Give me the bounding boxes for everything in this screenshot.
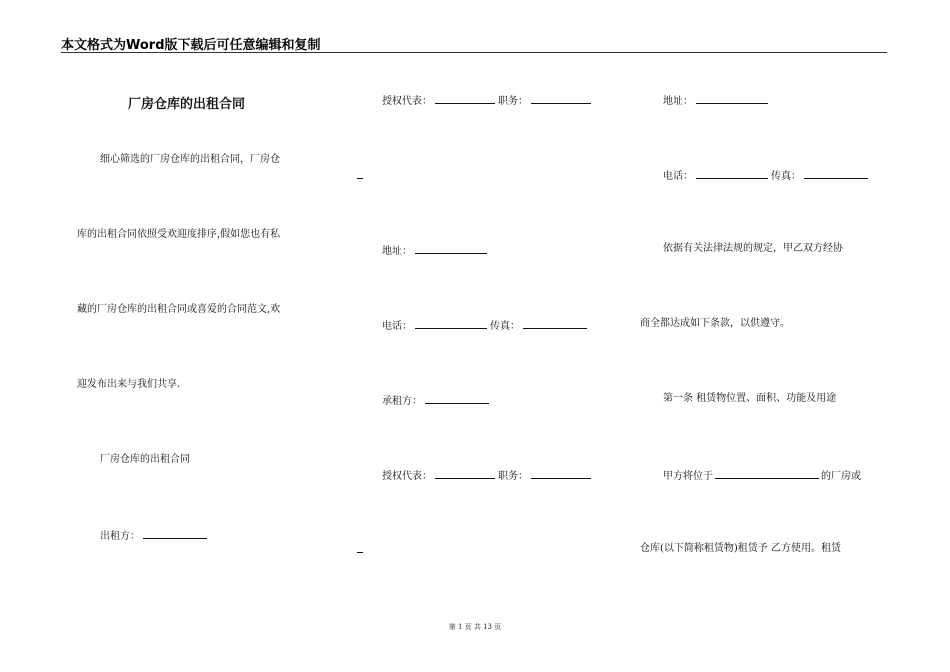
lessee-phone-field — [663, 168, 871, 183]
lessee-field — [382, 393, 492, 408]
fax-label: 传真： — [490, 321, 520, 332]
fax-blank — [804, 168, 868, 179]
header-text: 本文格式为Word版下载后可任意编辑和复制 — [61, 38, 321, 53]
article-1-heading: 第一条 租赁物位置、面积、功能及用途 — [663, 393, 837, 404]
fax-label: 传真： — [771, 171, 801, 182]
address-label: 地址： — [663, 96, 693, 107]
phone-label: 电话： — [663, 171, 693, 182]
lessor-blank — [143, 528, 207, 539]
duty-blank — [531, 93, 591, 104]
section-heading: 厂房仓库的出租合同 — [100, 454, 190, 465]
document-header — [61, 34, 887, 53]
intro-line-1: 细心筛选的厂房仓库的出租合同，厂房仓 — [100, 154, 280, 165]
lessee-address-field — [663, 93, 771, 108]
rep-blank — [435, 93, 495, 104]
lessee-blank — [425, 393, 489, 404]
address-blank — [415, 243, 487, 254]
duty-label: 职务： — [498, 96, 528, 107]
duty-label: 职务： — [498, 471, 528, 482]
location-blank — [715, 468, 819, 479]
intro-line-4: 迎发布出来与我们共享. — [77, 379, 181, 390]
contract-title: 厂房仓库的出租合同 — [128, 97, 246, 112]
rep-label: 授权代表： — [382, 96, 432, 107]
article-1-line-2: 仓库(以下简称租赁物)租赁予 乙方使用。租赁 — [640, 543, 841, 554]
address-label: 地址： — [382, 246, 412, 257]
address-blank — [696, 93, 768, 104]
phone-label: 电话： — [382, 321, 412, 332]
phone-blank — [696, 168, 768, 179]
lessor-phone-field — [382, 318, 590, 333]
dash-mark — [357, 552, 363, 553]
intro-line-2: 库的出租合同依照受欢迎度排序,假如您也有私 — [77, 229, 281, 240]
rep-label: 授权代表： — [382, 471, 432, 482]
lessor-field — [100, 528, 210, 543]
duty-blank — [531, 468, 591, 479]
intro-line-3: 藏的厂房仓库的出租合同或喜爱的合同范文,欢 — [77, 304, 281, 315]
clause-line-1: 依据有关法律法规的规定，甲乙双方经协 — [663, 243, 843, 254]
page-number: 第 1 页 共 13 页 — [448, 623, 502, 631]
rep-blank — [435, 468, 495, 479]
lessor-label: 出租方： — [100, 531, 140, 542]
clause-line-2: 商全都达成如下条款，以供遵守。 — [640, 318, 790, 329]
fax-blank — [523, 318, 587, 329]
lessee-rep-field — [382, 468, 594, 483]
dash-mark — [357, 178, 363, 179]
phone-blank — [415, 318, 487, 329]
location-prefix: 甲方将位于 — [663, 471, 713, 482]
lessor-address-field — [382, 243, 490, 258]
lessor-rep-field — [382, 93, 594, 108]
location-suffix: 的厂房或 — [821, 471, 861, 482]
lessee-label: 承租方： — [382, 396, 422, 407]
article-1-line-1 — [663, 468, 861, 483]
